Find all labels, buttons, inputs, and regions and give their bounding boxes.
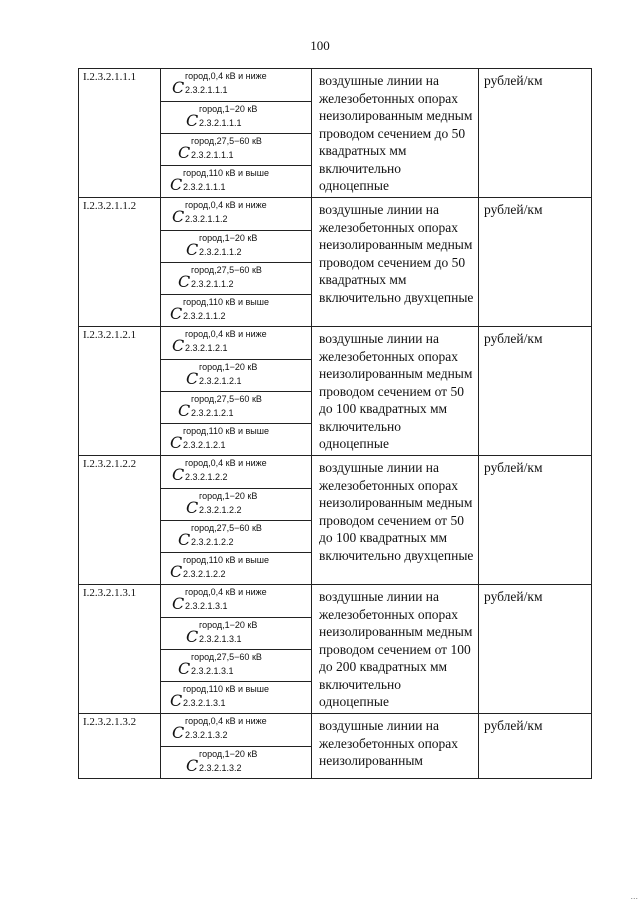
symbol-letter: C [186, 240, 199, 259]
rate-symbol [161, 231, 312, 263]
item-code: I.2.3.2.1.2.2 [79, 456, 161, 585]
symbol-letter: C [170, 562, 183, 581]
rate-symbol [161, 456, 312, 489]
item-description: воздушные линии на железобетонных опорах неизолированным [312, 714, 479, 779]
rate-symbol [161, 521, 312, 553]
symbol-letter: C [172, 594, 185, 613]
item-code: I.2.3.2.1.1.1 [79, 69, 161, 198]
item-unit: рублей/км [479, 198, 592, 327]
symbol-superscript: город,0,4 кВ и ниже [185, 716, 267, 726]
symbol-subscript: 2.3.2.1.3.1 [199, 634, 242, 644]
item-unit: рублей/км [479, 69, 592, 198]
symbol-superscript: город,27,5−60 кВ [191, 136, 262, 146]
symbol-subscript: 2.3.2.1.1.2 [183, 311, 226, 321]
symbol-subscript: 2.3.2.1.3.2 [185, 730, 228, 740]
item-unit: рублей/км [479, 714, 592, 779]
rate-symbol [161, 650, 312, 682]
symbol-letter: C [170, 691, 183, 710]
symbol-subscript: 2.3.2.1.2.2 [185, 472, 228, 482]
symbol-subscript: 2.3.2.1.2.1 [185, 343, 228, 353]
item-code: I.2.3.2.1.3.1 [79, 585, 161, 714]
symbol-letter: C [170, 175, 183, 194]
symbol-subscript: 2.3.2.1.2.1 [191, 408, 234, 418]
rate-symbol [161, 263, 312, 295]
symbol-superscript: город,0,4 кВ и ниже [185, 587, 267, 597]
symbol-superscript: город,110 кВ и выше [183, 684, 269, 694]
rate-symbol [161, 424, 312, 456]
table-row [79, 456, 592, 489]
item-unit: рублей/км [479, 327, 592, 456]
page-number: 100 [310, 38, 330, 53]
symbol-subscript: 2.3.2.1.2.2 [183, 569, 226, 579]
item-unit: рублей/км [479, 456, 592, 585]
symbol-subscript: 2.3.2.1.3.1 [183, 698, 226, 708]
symbol-superscript: город,0,4 кВ и ниже [185, 200, 267, 210]
symbol-letter: C [178, 143, 191, 162]
symbol-subscript: 2.3.2.1.1.2 [191, 279, 234, 289]
symbol-letter: C [178, 659, 191, 678]
symbol-subscript: 2.3.2.1.1.1 [199, 118, 242, 128]
symbol-letter: C [172, 336, 185, 355]
symbol-subscript: 2.3.2.1.2.1 [199, 376, 242, 386]
symbol-letter: C [170, 433, 183, 452]
symbol-superscript: город,0,4 кВ и ниже [185, 458, 267, 468]
rate-symbol [161, 134, 312, 166]
rate-symbol [161, 553, 312, 585]
symbol-letter: C [186, 756, 199, 775]
rate-symbol [161, 166, 312, 198]
symbol-superscript: город,0,4 кВ и ниже [185, 71, 267, 81]
table-row [79, 714, 592, 747]
symbol-superscript: город,27,5−60 кВ [191, 394, 262, 404]
symbol-superscript: город,27,5−60 кВ [191, 652, 262, 662]
symbol-letter: C [178, 530, 191, 549]
symbol-letter: C [170, 304, 183, 323]
tariff-table [78, 68, 592, 779]
rate-symbol [161, 682, 312, 714]
symbol-letter: C [172, 465, 185, 484]
symbol-superscript: город,110 кВ и выше [183, 555, 269, 565]
table-row [79, 327, 592, 360]
rate-symbol [161, 295, 312, 327]
symbol-letter: C [172, 78, 185, 97]
symbol-letter: C [172, 207, 185, 226]
item-code: I.2.3.2.1.1.2 [79, 198, 161, 327]
rate-symbol [161, 198, 312, 231]
symbol-letter: C [178, 272, 191, 291]
item-code: I.2.3.2.1.3.2 [79, 714, 161, 779]
symbol-letter: C [186, 111, 199, 130]
rate-symbol [161, 747, 312, 779]
symbol-superscript: город,110 кВ и выше [183, 426, 269, 436]
item-unit: рублей/км [479, 585, 592, 714]
item-description: воздушные линии на железобетонных опорах неизолированным медным проводом сечением до 50 квадратных мм включительно двухцепные [312, 198, 479, 327]
rate-symbol [161, 392, 312, 424]
table-row [79, 69, 592, 102]
symbol-superscript: город,110 кВ и выше [183, 168, 269, 178]
symbol-superscript: город,110 кВ и выше [183, 297, 269, 307]
item-description: воздушные линии на железобетонных опорах неизолированным медным проводом сечением от 100 до 200 квадратных мм включительно одноцепные [312, 585, 479, 714]
symbol-superscript: город,1−20 кВ [199, 620, 258, 630]
symbol-subscript: 2.3.2.1.2.1 [183, 440, 226, 450]
symbol-superscript: город,1−20 кВ [199, 362, 258, 372]
symbol-subscript: 2.3.2.1.1.1 [183, 182, 226, 192]
symbol-letter: C [186, 498, 199, 517]
symbol-superscript: город,27,5−60 кВ [191, 265, 262, 275]
symbol-letter: C [172, 723, 185, 742]
symbol-superscript: город,1−20 кВ [199, 491, 258, 501]
rate-symbol [161, 489, 312, 521]
symbol-subscript: 2.3.2.1.3.2 [199, 763, 242, 773]
symbol-subscript: 2.3.2.1.1.2 [185, 214, 228, 224]
item-description: воздушные линии на железобетонных опорах неизолированным медным проводом сечением до 50 квадратных мм включительно одноцепные [312, 69, 479, 198]
symbol-superscript: город,1−20 кВ [199, 749, 258, 759]
table-row [79, 198, 592, 231]
item-code: I.2.3.2.1.2.1 [79, 327, 161, 456]
corner-mark: ... [630, 891, 638, 901]
rate-symbol [161, 327, 312, 360]
rate-symbol [161, 585, 312, 618]
symbol-superscript: город,27,5−60 кВ [191, 523, 262, 533]
item-description: воздушные линии на железобетонных опорах неизолированным медным проводом сечением от 50 до 100 квадратных мм включительно одноцепные [312, 327, 479, 456]
item-description: воздушные линии на железобетонных опорах неизолированным медным проводом сечением от 50 до 100 квадратных мм включительно двухцепные [312, 456, 479, 585]
rate-symbol [161, 69, 312, 102]
symbol-subscript: 2.3.2.1.1.1 [191, 150, 234, 160]
symbol-letter: C [178, 401, 191, 420]
symbol-subscript: 2.3.2.1.3.1 [191, 666, 234, 676]
symbol-subscript: 2.3.2.1.3.1 [185, 601, 228, 611]
rate-symbol [161, 360, 312, 392]
symbol-superscript: город,1−20 кВ [199, 233, 258, 243]
symbol-subscript: 2.3.2.1.1.2 [199, 247, 242, 257]
symbol-superscript: город,0,4 кВ и ниже [185, 329, 267, 339]
symbol-subscript: 2.3.2.1.2.2 [191, 537, 234, 547]
symbol-letter: C [186, 369, 199, 388]
rate-symbol [161, 618, 312, 650]
symbol-letter: C [186, 627, 199, 646]
symbol-subscript: 2.3.2.1.1.1 [185, 85, 228, 95]
rate-symbol [161, 714, 312, 747]
rate-symbol [161, 102, 312, 134]
table-row [79, 585, 592, 618]
symbol-subscript: 2.3.2.1.2.2 [199, 505, 242, 515]
symbol-superscript: город,1−20 кВ [199, 104, 258, 114]
